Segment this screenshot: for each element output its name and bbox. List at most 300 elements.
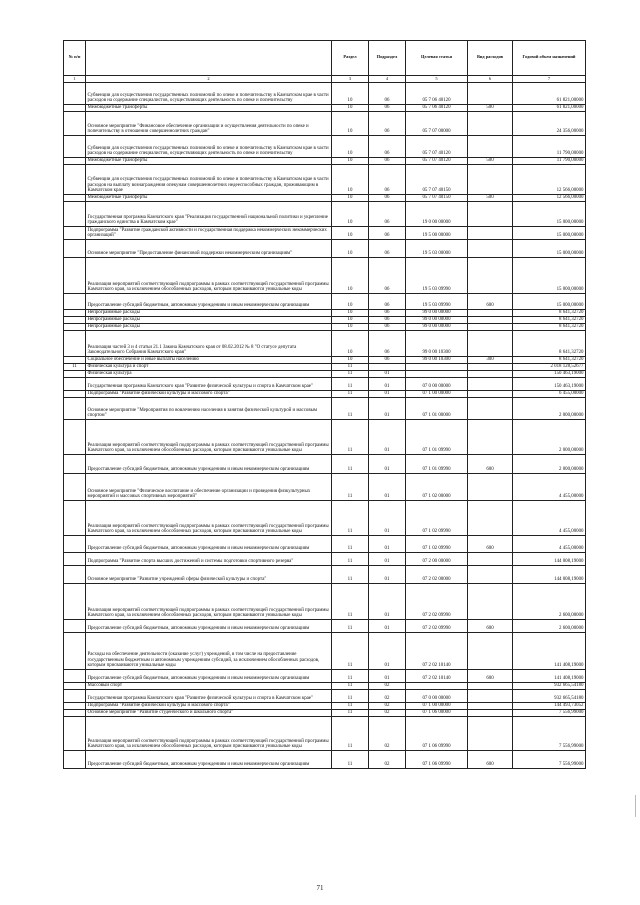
row-section: 11 [332,455,369,474]
row-number [64,195,86,202]
row-expense-type [468,317,513,324]
row-name: Межбюджетные трансферты [86,158,332,165]
row-number [64,683,86,690]
row-expense-type [468,378,513,391]
row-amount: 8 641,32720 [513,317,586,324]
row-target: 99 0 00 00000 [406,317,468,324]
row-name: Подпрограмма "Развитие гражданской активности и государственная поддержка некоммерческих некоммерческих организаций" [86,227,332,240]
table-row [64,195,586,202]
row-target: 07 2 02 10140 [406,633,468,670]
page-number: 71 [316,884,324,892]
row-section: 10 [332,240,369,258]
row-number [64,710,86,717]
row-section: 10 [332,112,369,136]
row-subsection: 06 [369,357,406,364]
row-subsection: 06 [369,324,406,331]
row-section: 11 [332,553,369,566]
row-subsection: 06 [369,158,406,165]
row-amount: 12 566,00000 [513,165,586,195]
row-subsection: 06 [369,258,406,294]
row-name: Физическая культура [86,371,332,378]
row-section: 11 [332,633,369,670]
row-section: 11 [332,566,369,584]
row-section: 11 [332,690,369,703]
row-expense-type [468,710,513,717]
table-row [64,566,586,584]
table-row [64,710,586,717]
row-target: 99 0 00 00000 [406,310,468,317]
row-subsection: 06 [369,202,406,227]
row-number [64,378,86,391]
row-name: Предоставление субсидий бюджетным, автономным учреждениям и иным некоммерческим организациям [86,751,332,769]
row-expense-type: 600 [468,536,513,553]
row-section: 10 [332,310,369,317]
row-expense-type [468,703,513,710]
header-expense-type: Вид расходов [468,41,513,76]
table-row [64,158,586,165]
row-number [64,717,86,751]
table-row [64,690,586,703]
row-amount: 7 556,99000 [513,751,586,769]
row-target: 05 7 07 40150 [406,165,468,195]
row-number [64,690,86,703]
table-row [64,420,586,455]
row-number [64,227,86,240]
row-amount: 2 000,00000 [513,398,586,420]
row-subsection: 01 [369,566,406,584]
row-amount: 7 556,99000 [513,717,586,751]
table-row [64,324,586,331]
row-target: 07 2 02 09990 [406,584,468,620]
row-expense-type: 500 [468,158,513,165]
row-section: 10 [332,331,369,357]
row-number [64,670,86,683]
row-expense-type [468,324,513,331]
row-name: Основное мероприятие "Мероприятия по вовлечению населения в занятия физической культурой и массовым спортом" [86,398,332,420]
row-expense-type [468,83,513,105]
row-amount: 2 018 128,52677 [513,364,586,371]
row-section: 11 [332,364,369,371]
row-name: Реализация частей 3 и 4 статьи 21.1 Закона Камчатского края от 08.02.2012 № 8 "О статусе депутата Законодательного Собрания Камчатского края" [86,331,332,357]
row-amount: 15 000,00000 [513,258,586,294]
row-target: 07 2 00 00000 [406,553,468,566]
row-expense-type [468,136,513,158]
row-name: Межбюджетные трансферты [86,105,332,112]
row-expense-type [468,310,513,317]
table-row [64,553,586,566]
margin-mark [635,795,636,817]
row-expense-type [468,165,513,195]
table-row [64,258,586,294]
row-name: Реализация мероприятий соответствующей подпрограммы в рамках соответствующей государственной программы Камчатского края, за исключением обособленных расходов, которым присваиваются уникальные коды [86,501,332,536]
row-name: Реализация мероприятий соответствующей подпрограммы в рамках соответствующей государственной программы Камчатского края, за исключением обособленных расходов, которым присваиваются уникальные коды [86,584,332,620]
row-expense-type: 600 [468,455,513,474]
table-row [64,136,586,158]
row-name: Предоставление субсидий бюджетным, автономным учреждениям и иным некоммерческим организациям [86,620,332,633]
row-target: 07 1 01 09990 [406,420,468,455]
row-target: 19 5 03 09990 [406,294,468,310]
column-number: 3 [332,75,369,83]
row-target: 07 2 02 09990 [406,620,468,633]
row-target: 07 0 00 00000 [406,378,468,391]
row-number [64,501,86,536]
table-row [64,227,586,240]
row-name: Массовый спорт [86,683,332,690]
row-amount: 15 000,00000 [513,202,586,227]
row-section: 11 [332,710,369,717]
table-row [64,317,586,324]
row-expense-type [468,240,513,258]
table-row [64,202,586,227]
row-amount: 6 455,00000 [513,391,586,398]
column-number-row [64,75,586,83]
row-amount: 2 000,00000 [513,420,586,455]
row-section: 11 [332,620,369,633]
row-section: 11 [332,420,369,455]
row-name: Реализация мероприятий соответствующей подпрограммы в рамках соответствующей государственной программы Камчатского края, за исключением обособленных расходов, которым присваиваются уникальные коды [86,420,332,455]
row-target [406,683,468,690]
row-amount: 11 790,00000 [513,158,586,165]
row-subsection: 06 [369,317,406,324]
row-subsection: 06 [369,136,406,158]
row-expense-type [468,553,513,566]
row-amount: 932 665,54180 [513,683,586,690]
row-amount: 144 008,19000 [513,553,586,566]
row-number [64,584,86,620]
row-amount: 4 455,00000 [513,474,586,501]
row-section: 11 [332,751,369,769]
row-number [64,391,86,398]
row-expense-type: 500 [468,195,513,202]
table-row [64,83,586,105]
row-subsection: 01 [369,670,406,683]
row-amount: 15 000,00000 [513,240,586,258]
table-row [64,165,586,195]
row-section: 10 [332,227,369,240]
row-expense-type [468,112,513,136]
row-name: Социальное обеспечение и иные выплаты населению [86,357,332,364]
row-subsection: 01 [369,474,406,501]
row-name: Государственная программа Камчатского края "Развитие физической культуры и спорта в Камчатском крае" [86,690,332,703]
row-name: Непрограммные расходы [86,317,332,324]
row-number [64,112,86,136]
row-amount: 7 556,99000 [513,710,586,717]
row-name: Непрограммные расходы [86,310,332,317]
row-expense-type: 300 [468,357,513,364]
row-section: 11 [332,536,369,553]
row-subsection: 02 [369,690,406,703]
row-target: 05 7 07 40120 [406,136,468,158]
row-number [64,317,86,324]
row-subsection: 01 [369,420,406,455]
row-expense-type: 600 [468,620,513,633]
header-no: № п/п [64,41,86,76]
row-target: 07 1 01 09990 [406,455,468,474]
row-expense-type [468,371,513,378]
row-section: 10 [332,357,369,364]
row-target: 05 7 07 40120 [406,158,468,165]
row-target: 05 7 06 40120 [406,83,468,105]
row-subsection: 01 [369,391,406,398]
row-section: 10 [332,83,369,105]
row-number [64,83,86,105]
row-subsection: 06 [369,240,406,258]
table-row [64,331,586,357]
row-number [64,310,86,317]
row-subsection: 02 [369,710,406,717]
row-amount: 2 600,00000 [513,620,586,633]
row-expense-type [468,633,513,670]
table-row [64,703,586,710]
table-body [64,41,586,769]
table-header-row [64,41,586,76]
row-section: 11 [332,371,369,378]
row-subsection: 02 [369,683,406,690]
row-amount: 932 665,54180 [513,690,586,703]
row-amount: 15 000,00000 [513,227,586,240]
row-amount: 144 008,19000 [513,566,586,584]
row-target: 99 0 00 10300 [406,331,468,357]
row-number [64,751,86,769]
row-number [64,420,86,455]
row-expense-type [468,331,513,357]
row-name: Субвенции для осуществления государственных полномочий по опеке и попечительству в Камчатском крае в части расходов на выплату вознаграждения опекунам совершеннолетних недееспособных граждан, проживающим в Камчатском крае [86,165,332,195]
row-name: Субвенции для осуществления государственных полномочий по опеке и попечительству в Камчатском крае в части расходов на содержание специалистов, осуществляющих деятельность по опеке и попечительству [86,83,332,105]
row-section: 11 [332,474,369,501]
header-name [86,41,332,76]
row-subsection: 06 [369,195,406,202]
row-expense-type [468,391,513,398]
row-amount: 141 408,19000 [513,633,586,670]
row-subsection: 01 [369,584,406,620]
row-name: Физическая культура и спорт [86,364,332,371]
row-number [64,105,86,112]
row-subsection: 06 [369,227,406,240]
row-target: 05 7 07 00000 [406,112,468,136]
table-row [64,398,586,420]
row-target: 07 2 02 00000 [406,566,468,584]
row-subsection: 06 [369,112,406,136]
row-section: 10 [332,202,369,227]
table-row [64,294,586,310]
row-number [64,136,86,158]
row-amount: 141 408,19000 [513,670,586,683]
row-number [64,620,86,633]
table-row [64,105,586,112]
row-expense-type [468,501,513,536]
row-target: 07 1 02 09990 [406,536,468,553]
row-name: Основное мероприятие "Развитие студенческого и школьного спорта" [86,710,332,717]
column-number: 5 [406,75,468,83]
row-subsection: 02 [369,751,406,769]
column-number: 4 [369,75,406,83]
row-section: 10 [332,294,369,310]
row-section: 10 [332,317,369,324]
row-subsection: 06 [369,105,406,112]
row-target: 19 5 03 09990 [406,258,468,294]
row-number [64,324,86,331]
table-row [64,240,586,258]
row-expense-type [468,258,513,294]
row-section: 11 [332,683,369,690]
row-name: Государственная программа Камчатского края "Развитие физической культуры и спорта в Камчатском крае" [86,378,332,391]
row-amount: 150 463,19000 [513,378,586,391]
row-amount: 4 455,00000 [513,536,586,553]
row-section: 11 [332,501,369,536]
row-number [64,165,86,195]
row-name: Основное мероприятие "Физическое воспитание и обеспечение организации и проведения физкультурных мероприятий и массовых спортивных мероприятий" [86,474,332,501]
row-target [406,371,468,378]
row-expense-type [468,683,513,690]
row-subsection: 01 [369,501,406,536]
row-subsection [369,364,406,371]
row-number [64,553,86,566]
row-target: 05 7 07 40150 [406,195,468,202]
row-amount: 61 821,00000 [513,105,586,112]
row-name: Непрограммные расходы [86,324,332,331]
header-subsection: Подраздел [369,41,406,76]
header-target: Целевая статья [406,41,468,76]
row-name: Основное мероприятие "Предоставление финансовой поддержки некоммерческим организациям" [86,240,332,258]
row-expense-type [468,364,513,371]
row-amount: 8 641,32720 [513,324,586,331]
row-name: Предоставление субсидий бюджетным, автономным учреждениям и иным некоммерческим организациям [86,294,332,310]
row-name: Подпрограмма "Развитие физической культуры и массового спорта" [86,391,332,398]
row-section: 10 [332,324,369,331]
row-name: Субвенции для осуществления государственных полномочий по опеке и попечительству в Камчатском крае в части расходов на содержание специалистов, осуществляющих деятельность по опеке и попечительству [86,136,332,158]
table-row [64,378,586,391]
row-amount: 8 641,32720 [513,331,586,357]
column-number: 1 [64,75,86,83]
row-subsection: 06 [369,294,406,310]
row-name: Предоставление субсидий бюджетным, автономным учреждениям и иным некоммерческим организациям [86,670,332,683]
row-target: 07 1 00 00000 [406,391,468,398]
row-number: 11 [64,364,86,371]
row-section: 11 [332,398,369,420]
row-name: Основное мероприятие "Развитие учреждений сферы физической культуры и спорта" [86,566,332,584]
row-subsection: 01 [369,536,406,553]
row-section: 11 [332,703,369,710]
row-amount: 2 000,00000 [513,455,586,474]
row-target: 07 1 01 00000 [406,398,468,420]
row-number [64,371,86,378]
table-row [64,357,586,364]
row-target: 07 0 00 00000 [406,690,468,703]
row-subsection: 01 [369,620,406,633]
row-expense-type [468,474,513,501]
row-number [64,633,86,670]
column-number: 7 [513,75,586,83]
row-subsection: 02 [369,703,406,710]
table-row [64,717,586,751]
row-number [64,331,86,357]
row-subsection: 06 [369,331,406,357]
table-row [64,584,586,620]
row-subsection: 01 [369,398,406,420]
row-name: Реализация мероприятий соответствующей подпрограммы в рамках соответствующей государственной программы Камчатского края, за исключением обособленных расходов, которым присваиваются уникальные коды [86,717,332,751]
row-number [64,536,86,553]
row-section: 10 [332,258,369,294]
row-section: 10 [332,195,369,202]
row-expense-type: 600 [468,670,513,683]
table-row [64,474,586,501]
row-amount: 8 641,32720 [513,310,586,317]
row-subsection: 01 [369,371,406,378]
row-expense-type [468,690,513,703]
row-expense-type: 500 [468,105,513,112]
row-section: 11 [332,378,369,391]
row-section: 10 [332,136,369,158]
row-subsection: 02 [369,717,406,751]
table-row [64,112,586,136]
row-name: Государственная программа Камчатского края "Реализация государственной национальной политики и укрепление гражданского единства в Камчатском крае" [86,202,332,227]
row-section: 11 [332,717,369,751]
row-target: 07 1 06 09990 [406,751,468,769]
row-name: Подпрограмма "Развитие физической культуры и массового спорта" [86,703,332,710]
row-name: Подпрограмма "Развитие спорта высших достижений и системы подготовки спортивного резерва" [86,553,332,566]
row-subsection: 06 [369,83,406,105]
row-target: 07 1 06 00000 [406,710,468,717]
table-row [64,391,586,398]
column-number: 2 [86,75,332,83]
row-amount: 4 455,00000 [513,501,586,536]
row-amount: 2 600,00000 [513,584,586,620]
row-section: 10 [332,105,369,112]
row-target: 19 5 00 00000 [406,227,468,240]
row-amount: 150 463,19000 [513,371,586,378]
row-subsection: 01 [369,553,406,566]
row-amount: 144 493,73052 [513,703,586,710]
row-target [406,364,468,371]
row-number [64,474,86,501]
row-name: Межбюджетные трансферты [86,195,332,202]
row-subsection: 01 [369,455,406,474]
row-expense-type [468,202,513,227]
table-row [64,633,586,670]
row-amount: 61 821,00000 [513,83,586,105]
table-row [64,620,586,633]
column-number: 6 [468,75,513,83]
row-subsection: 06 [369,310,406,317]
table-row [64,501,586,536]
row-number [64,566,86,584]
row-section: 10 [332,165,369,195]
row-expense-type [468,420,513,455]
table-row [64,536,586,553]
row-name: Основное мероприятие "Финансовое обеспечение организации и осуществления деятельности по опеке и попечительству в отношении совершеннолетних граждан" [86,112,332,136]
row-expense-type: 600 [468,751,513,769]
header-section: Раздел [332,41,369,76]
row-section: 11 [332,670,369,683]
row-section: 10 [332,158,369,165]
row-number [64,357,86,364]
row-subsection: 01 [369,378,406,391]
row-subsection: 01 [369,633,406,670]
row-number [64,258,86,294]
table-row [64,455,586,474]
row-amount: 8 641,32720 [513,357,586,364]
row-number [64,398,86,420]
row-target: 07 1 02 09990 [406,501,468,536]
table-row [64,751,586,769]
row-number [64,240,86,258]
row-target: 99 0 00 10300 [406,357,468,364]
row-number [64,158,86,165]
table-row [64,683,586,690]
row-amount: 12 566,00000 [513,195,586,202]
row-target: 07 1 02 00000 [406,474,468,501]
row-name: Расходы на обеспечение деятельности (оказание услуг) учреждений, в том числе на предоставление государственным бюджетным и автономным учреждениям субсидий, за исключением обособленных расходов, которым присваиваются уникальные коды [86,633,332,670]
